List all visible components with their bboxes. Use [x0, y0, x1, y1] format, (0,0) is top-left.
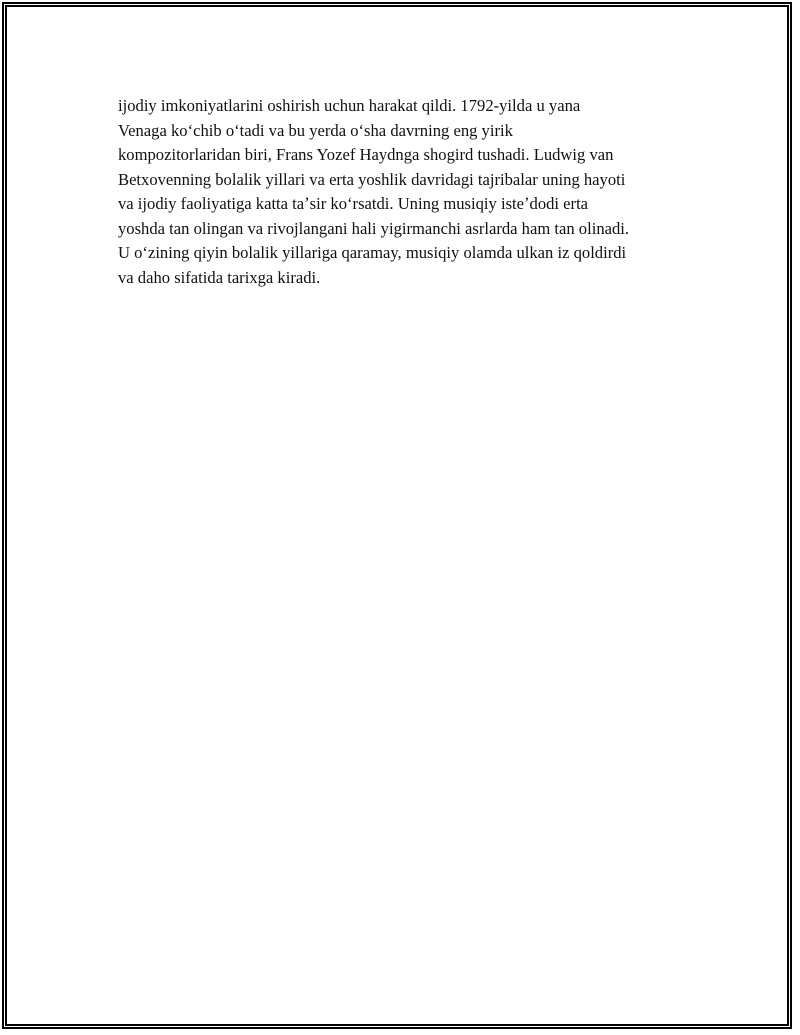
- paragraph-line: kompozitorlaridan biri, Frans Yozef Haydnga shogird tushadi. Ludwig van: [118, 145, 614, 164]
- paragraph-line: va ijodiy faoliyatiga katta taʼsir koʻrsatdi. Uning musiqiy isteʼdodi erta: [118, 194, 589, 213]
- paragraph-line: Venaga koʻchib oʻtadi va bu yerda oʻsha davrning eng yirik: [118, 120, 513, 140]
- paragraph-line: ijodiy imkoniyatlarini oshirish uchun harakat qildi. 1792-yilda u yana: [118, 96, 581, 115]
- paragraph-line: va daho sifatida tarixga kiradi.: [118, 267, 321, 287]
- paragraph-line: U oʻzining qiyin bolalik yillariga qaramay, musiqiy olamda ulkan iz qoldirdi: [118, 243, 627, 262]
- body-paragraph: [118, 94, 698, 290]
- paragraph-line: yoshda tan olingan va rivojlangani hali yigirmanchi asrlarda ham tan olinadi.: [118, 218, 630, 238]
- paragraph-line: Betxovenning bolalik yillari va erta yoshlik davridagi tajribalar uning hayoti: [118, 169, 626, 189]
